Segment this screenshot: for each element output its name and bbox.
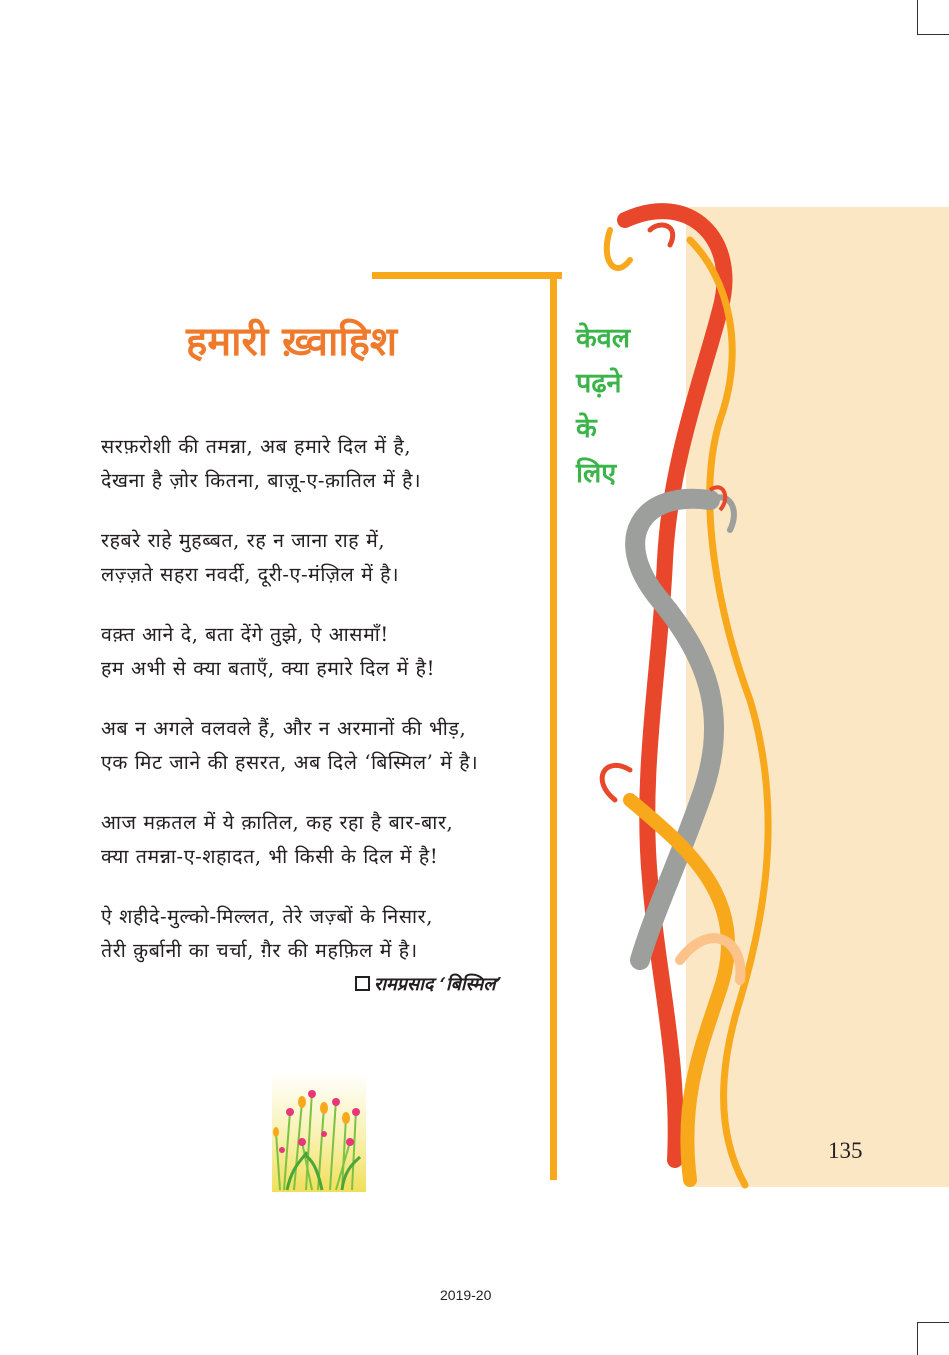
- poem-line: तेरी क़ुर्बानी का चर्चा, ग़ैर की महफ़िल में है।: [101, 939, 418, 962]
- stanza: [101, 430, 541, 498]
- poem-line: आज मक़तल में ये क़ातिल, कह रहा है बार-बार,: [101, 811, 454, 834]
- author-credit: [355, 972, 502, 996]
- crop-mark-bottom-h: [917, 1322, 949, 1323]
- stanza: [101, 618, 541, 686]
- poem-line: क्या तमन्ना-ए-शहादत, भी किसी के दिल में है!: [101, 845, 439, 868]
- poem-line: एक मिट जाने की हसरत, अब दिले ‘बिस्मिल’ में है।: [101, 751, 479, 774]
- crop-mark-top: [917, 0, 918, 34]
- author-name: रामप्रसाद ‘बिस्मिल’: [374, 974, 502, 995]
- vertical-rule: [550, 272, 557, 1180]
- flowers-illustration: [272, 1072, 366, 1192]
- poem-line: ऐ शहीदे-मुल्को-मिल्लत, तेरे जज़्बों के निसार,: [101, 905, 434, 928]
- poem-line: हम अभी से क्या बताएँ, क्या हमारे दिल में है!: [101, 657, 436, 680]
- poem-line: देखना है ज़ोर कितना, बाज़ू-ए-क़ातिल में है।: [101, 469, 422, 492]
- page-number: 135: [828, 1138, 863, 1163]
- title-rule: [372, 272, 562, 279]
- stanza: [101, 524, 541, 592]
- poem-line: अब न अगले वलवले हैं, और न अरमानों की भीड़,: [101, 717, 467, 740]
- footer-year: 2019-20: [440, 1287, 492, 1303]
- side-label: [576, 316, 630, 496]
- side-label-line: के: [576, 413, 597, 444]
- square-bullet-icon: [355, 976, 370, 991]
- side-label-line: पढ़ने: [576, 368, 622, 399]
- stanza: [101, 806, 541, 874]
- poem-line: वक़्त आने दे, बता देंगे तुझे, ऐ आसमाँ!: [101, 623, 389, 646]
- poem-line: लज़्ज़ते सहरा नवर्दी, दूरी-ए-मंज़िल में है।: [101, 563, 400, 586]
- poem-line: रहबरे राहे मुहब्बत, रह न जाना राह में,: [101, 529, 386, 552]
- poem-line: सरफ़रोशी की तमन्ना, अब हमारे दिल में है,: [101, 435, 412, 458]
- crop-mark-top-h: [917, 34, 949, 35]
- side-label-line: लिए: [576, 458, 617, 489]
- poem-title: हमारी ख़्वाहिश: [186, 319, 398, 365]
- crop-mark-bottom: [917, 1322, 918, 1355]
- side-label-line: केवल: [576, 323, 631, 354]
- stanza: [101, 712, 541, 780]
- stanza: [101, 900, 541, 968]
- poem-body: [101, 430, 541, 994]
